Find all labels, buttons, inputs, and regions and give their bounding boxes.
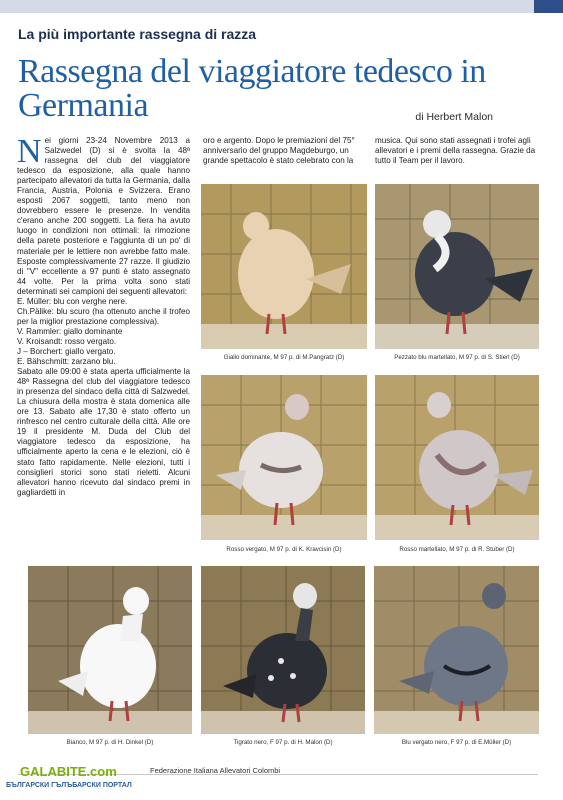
article-column-2: oro e argento. Dopo le premiazioni del 75° anniversario del gruppo Magdeburgo, un grande spettacolo è stato celebrato con la: [203, 136, 355, 166]
top-bar-band: [0, 0, 534, 13]
photo-caption: Blu vergato nero, F 97 p. di E.Müller (D): [401, 739, 512, 746]
pigeon-photo: [375, 184, 539, 349]
photo-caption: Rosso martellato, M 97 p. di R. Stuber (D): [399, 546, 515, 553]
article-column-1: [17, 133, 190, 498]
photo-caption: Tigrato nero, F 97 p. di H. Malon (D): [233, 739, 333, 746]
champion-item: E. Müller: blu con verghe nere.: [17, 296, 128, 306]
top-bar: [0, 0, 563, 13]
article-column-3: musica. Qui sono stati assegnati i trofei agli allevatori e i premi della rassegna. Grazie da tutto il Team per il lavoro.: [375, 136, 536, 166]
publisher-name: Federazione Italiana Allevatori Colombi: [150, 766, 281, 775]
photo-caption: Pezzato blu martellato, M 97 p. di S. Stierl (D): [394, 354, 520, 361]
intro-paragraph: ei giorni 23-24 Novembre 2013 a Salzwedel (D) si è svolta la 48ª rassegna del club del viaggiatore tedesco da esposizione, alla quale hanno partecipato allevatori da tutta la Germania, dalla Francia, Austria, Polonia e Svizzera. Erano esposti 2067 soggetti, tanto meno non dovrebbero essere le presenze. In vendita c'erano anche 200 soggetti. La fiera ha avuto luogo in condizioni non ottimali: la rimozione della parete posteriore e l'aggiunta di un po' di materiale per le lettiere non avrebbe fatto male. Esposte complessivamente 27 razze. Il giudizio di "V" eccellente a 97 punti è stato assegnato 44 volte. Per la prima volta sono stati determinati sei campioni dei seguenti allevatori:: [17, 136, 190, 296]
champion-item: Ch.Pälike: blu scuro (ha ottenuto anche il trofeo per la miglior prestazione complessiva).: [17, 306, 190, 326]
champion-item: J – Borchert: giallo vergato.: [17, 346, 116, 356]
closing-paragraph: Sabato alle 09:00 è stata aperta ufficialmente la 48ª Rassegna del club del viaggiatore tedesco in presenza del sindaco della città di Salzwedel. La chiusura della mostra è stata domenica alle ore 13. Sabato alle 17,30 è stato offerto un rinfresco nel centro culturale della città. Alle ore 19 il presidente M. Duda del Club del viaggiatore tedesco da esposizione, ha ufficialmente aperto la cena e le elezioni, ciò è stato fatto rapidamente. Nelle elezioni, tutti i consiglieri storici sono stati rieletti. Alcuni allevatori hanno ricevuto dal sindaco premi in gagliardetti in: [17, 367, 190, 497]
pigeon-photo: [375, 375, 539, 540]
champion-item: V. Rammler: giallo dominante: [17, 326, 123, 336]
pigeon-photo: [374, 566, 539, 734]
pigeon-photo: [201, 375, 367, 540]
photo-caption: Giallo dominante, M 97 p. di M.Pangratz (D): [223, 354, 345, 361]
pigeon-photo: [28, 566, 192, 734]
champion-item: V. Kroisandt: rosso vergato.: [17, 336, 117, 346]
article-title: Rassegna del viaggiatore tedesco in Germania: [18, 53, 486, 124]
section-kicker: La più importante rassegna di razza: [18, 26, 257, 42]
article-byline: di Herbert Malon: [415, 111, 493, 123]
photo-caption: Rosso vergato, M 97 p. di K. Kravcisin (D): [226, 546, 342, 553]
logo-subtitle: БЪЛГАРСКИ ГЪЛЪБАРСКИ ПОРТАЛ: [6, 782, 132, 789]
champion-item: E. Bähschmitt: zarzano blu.: [17, 357, 116, 367]
photo-caption: Bianco, M 97 p. di H. Dinkel (D): [66, 739, 154, 746]
top-bar-tab: [534, 0, 563, 13]
drop-cap: N: [17, 133, 42, 170]
watermark-logo: [6, 764, 156, 796]
logo-brand: GALABITE.com: [20, 764, 117, 779]
pigeon-photo: [201, 184, 367, 349]
pigeon-photo: [201, 566, 365, 734]
